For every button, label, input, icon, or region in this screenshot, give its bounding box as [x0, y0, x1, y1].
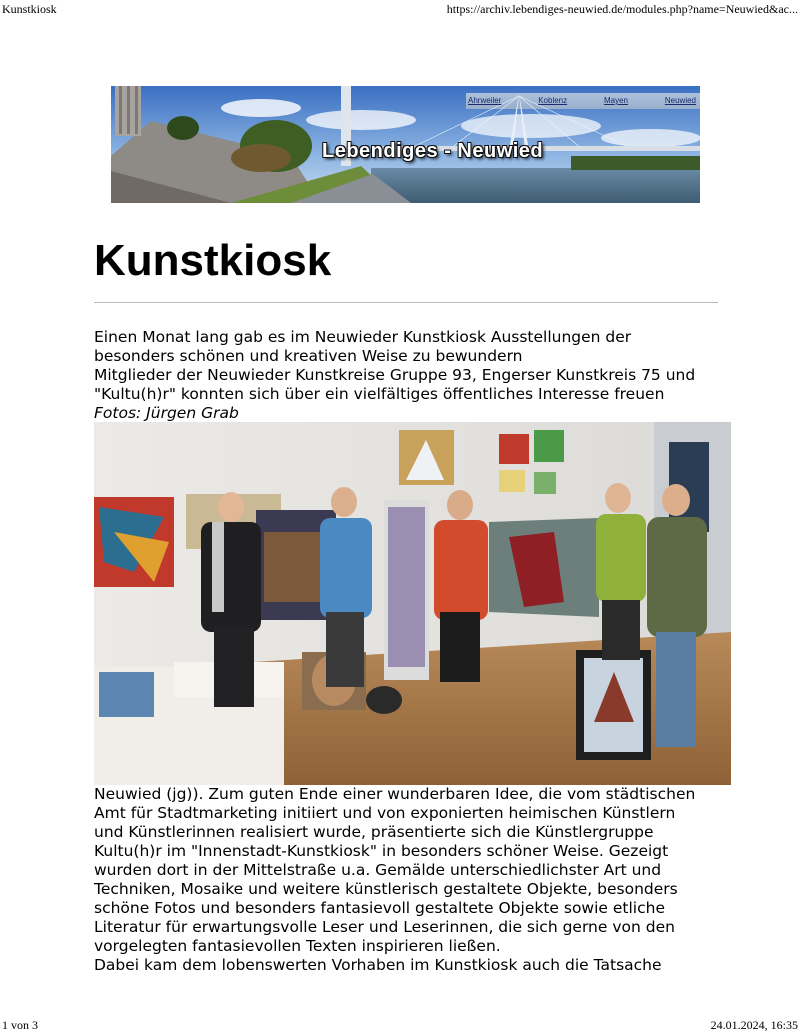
body-line: Techniken, Mosaike und weitere künstlerisch gestaltete Objekte, besonders — [94, 880, 678, 898]
body-line: Literatur für erwartungsvolle Leser und Leserinnen, die sich gerne von den — [94, 918, 675, 936]
body-line: Kultu(h)r im "Innenstadt-Kunstkiosk" in besonders schöner Weise. Gezeigt — [94, 842, 669, 860]
nav-link-mayen[interactable]: Mayen — [603, 96, 628, 105]
intro-line: Mitglieder der Neuwieder Kunstkreise Gruppe 93, Engerser Kunstkreis 75 und — [94, 366, 696, 384]
exhibition-photo-image — [94, 422, 731, 785]
banner-title: Lebendiges - Neuwied — [322, 140, 544, 162]
photo-credit: Fotos: Jürgen Grab — [94, 404, 239, 422]
nav-link-ahrweiler[interactable]: Ahrweiler — [468, 96, 502, 105]
body-line: wurden dort in der Mittelstraße u.a. Gemälde unterschiedlichster Art und — [94, 861, 662, 879]
article-intro — [94, 328, 734, 423]
intro-line: Einen Monat lang gab es im Neuwieder Kunstkiosk Ausstellungen der — [94, 328, 632, 346]
exhibition-photo — [94, 422, 731, 785]
title-divider — [94, 302, 718, 303]
print-footer-page: 1 von 3 — [2, 1018, 38, 1032]
page-title: Kunstkiosk — [94, 236, 332, 285]
body-line: und Künstlerinnen realisiert wurde, präsentierte sich die Künstlergruppe — [94, 823, 654, 841]
body-line: Dabei kam dem lobenswerten Vorhaben im Kunstkiosk auch die Tatsache — [94, 956, 662, 974]
print-header-title: Kunstkiosk — [2, 2, 57, 16]
nav-link-koblenz[interactable]: Koblenz — [538, 96, 568, 105]
body-line: schöne Fotos und besonders fantasievoll gestaltete Objekte sowie etliche — [94, 899, 665, 917]
intro-line: besonders schönen und kreativen Weise zu bewundern — [94, 347, 523, 365]
intro-line: "Kultu(h)r" konnten sich über ein vielfältiges öffentliches Interesse freuen — [94, 385, 665, 403]
body-line: vorgelegten fantasievollen Texten inspirieren ließen. — [94, 937, 501, 955]
print-header-url: https://archiv.lebendiges-neuwied.de/modules.php?name=Neuwied&ac... — [446, 2, 798, 16]
nav-link-neuwied[interactable]: Neuwied — [664, 96, 696, 105]
print-footer-datetime: 24.01.2024, 16:35 — [710, 1018, 798, 1032]
body-line: Amt für Stadtmarketing initiiert und von exponierten heimischen Künstlern — [94, 804, 676, 822]
article-body — [94, 785, 734, 975]
body-line: Neuwied (jg)). Zum guten Ende einer wunderbaren Idee, die vom städtischen — [94, 785, 696, 803]
banner-nav — [468, 96, 696, 105]
site-banner — [111, 86, 700, 203]
